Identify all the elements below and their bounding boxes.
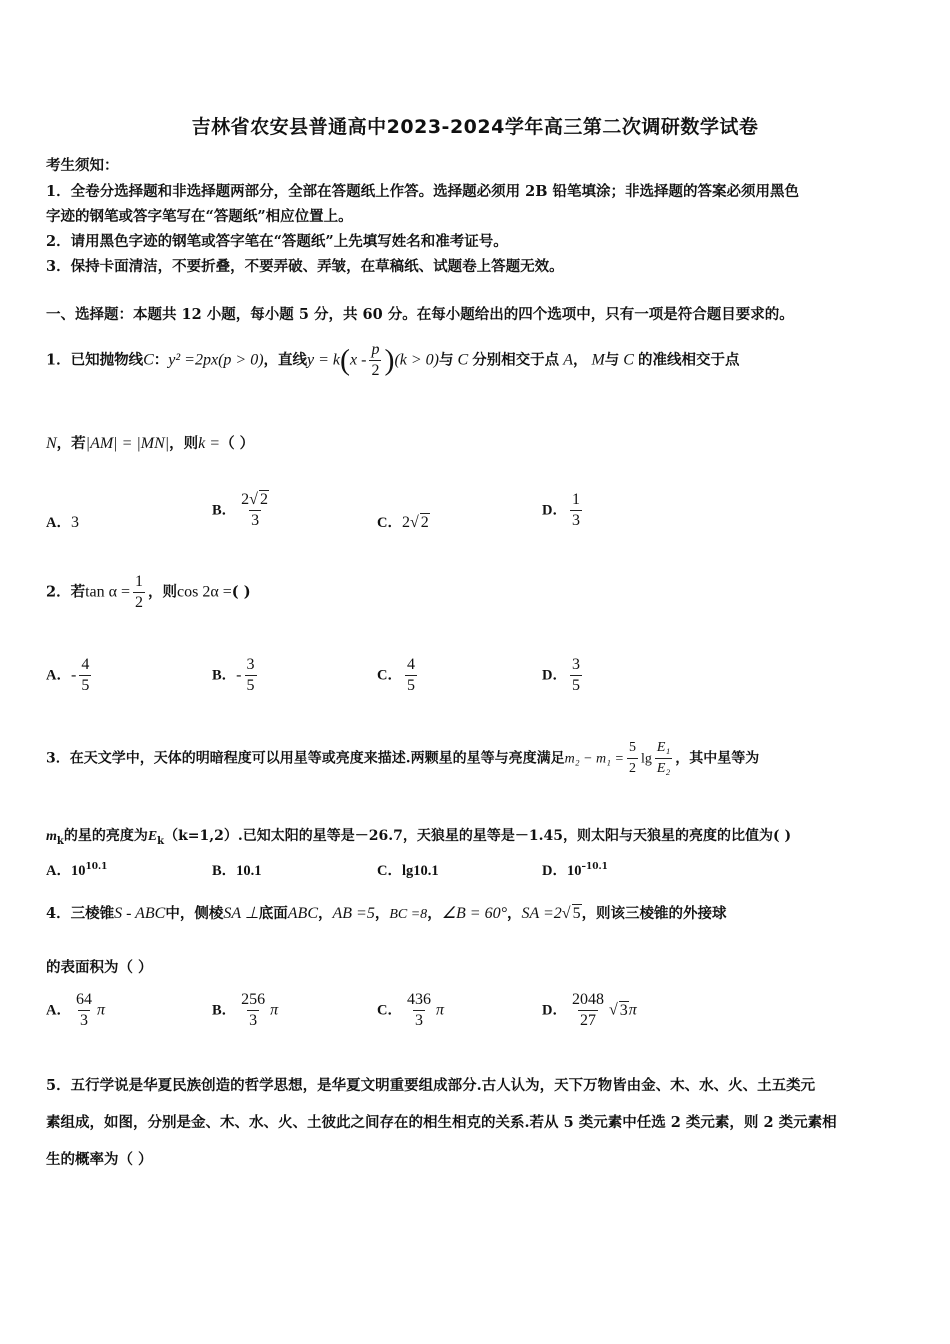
exam-title: 吉林省农安县普通高中2023-2024学年高三第二次调研数学试卷 [191, 116, 759, 138]
question-5-line2: 素组成，如图，分别是金、木、水、火、土彼此之间存在的相生相克的关系.若从 5 类元素中任选 2 类元素，则 2 类元素相 [46, 1114, 837, 1131]
question-1-line1: 1．已知抛物线C：y² =2px(p > 0)，直线y = k(x - $\frac{p}{2}$ )(k > 0)与 C 分别相交于点 A， M与 C 的准线相交于点 [46, 341, 740, 379]
q3-option-c[interactable]: C．lg10.1 [377, 863, 439, 879]
question-5-line3: 生的概率为（ ） [46, 1151, 153, 1168]
question-4-line2: 的表面积为（ ） [46, 959, 153, 976]
q4-option-d[interactable]: D． $\frac{2048}{27}$ √ 3π [542, 991, 637, 1029]
notice-item-1a: 1．全卷分选择题和非选择题两部分，全部在答题纸上作答。选择题必须用 2B 铅笔填涂；非选择题的答案必须用黑色 [46, 183, 800, 200]
q3-option-a[interactable]: A．$10^{10.1}$ [46, 862, 108, 879]
q2-option-b[interactable]: B．- $\frac{3}{5}$ [212, 656, 255, 694]
notice-item-1b: 字迹的钢笔或答字笔写在“答题纸”相应位置上。 [46, 208, 353, 225]
notice-item-2: 2．请用黑色字迹的钢笔或答字笔在“答题纸”上先填写姓名和准考证号。 [46, 233, 508, 250]
question-1-line2: N，若|AM| = |MN|，则k =（ ） [46, 435, 255, 452]
q4-option-c[interactable]: C． $\frac{436}{3}$ π [377, 991, 444, 1029]
question-2: 2．若tan α = $\frac{1}{2}$ ，则cos 2α =( ) [46, 573, 251, 611]
q1-option-c[interactable]: C．2√ 2 [377, 514, 429, 531]
q4-option-a[interactable]: A． $\frac{64}{3}$ π [46, 991, 105, 1029]
q1-option-d[interactable]: D． $\frac{1}{3}$ [542, 491, 580, 529]
q4-option-b[interactable]: B． $\frac{256}{3}$ π [212, 991, 279, 1029]
q2-option-a[interactable]: A．- $\frac{4}{5}$ [46, 656, 90, 694]
section-heading: 一、选择题：本题共 12 小题，每小题 5 分，共 60 分。在每小题给出的四个选项中，只有一项是符合题目要求的。 [46, 306, 794, 323]
q1-option-a[interactable]: A．3 [46, 514, 79, 531]
question-5-line1: 5．五行学说是华夏民族创造的哲学思想，是华夏文明重要组成部分.古人认为，天下万物皆由金、木、水、火、土五类元 [46, 1077, 816, 1094]
question-3-line1: 3．在天文学中，天体的明暗程度可以用星等或亮度来描述.两颗星的星等与亮度满足m₂ − m₁ = $\frac{5}{2}$ lg $\frac{\text{E₁}}{\text{E₂}}$ ，其中星等为 [46, 738, 759, 779]
q2-option-c[interactable]: C． $\frac{4}{5}$ [377, 656, 415, 694]
notice-heading: 考生须知： [46, 157, 119, 174]
question-3-line2: $m_k$的星的亮度为$E_k(k=1,2)$.已知太阳的星等是－26.7，天狼星的星等是－1.45，则太阳与天狼星的亮度的比值为( ) [46, 828, 792, 847]
q1-option-b[interactable]: B． $\frac{2√ 2}{3}$ [212, 491, 268, 529]
q2-option-d[interactable]: D． $\frac{3}{5}$ [542, 656, 580, 694]
q3-option-b[interactable]: B．10.1 [212, 863, 262, 879]
notice-item-3: 3．保持卡面清洁，不要折叠，不要弄破、弄皱，在草稿纸、试题卷上答题无效。 [46, 258, 564, 275]
question-4-line1: 4．三棱锥S - ABC中，侧棱SA ⊥底面ABC，AB =5，BC =8，∠B = 60°，SA =2√ 5，则该三棱锥的外接球 [46, 905, 727, 922]
q3-option-d[interactable]: D．$10^{-10.1}$ [542, 862, 608, 879]
